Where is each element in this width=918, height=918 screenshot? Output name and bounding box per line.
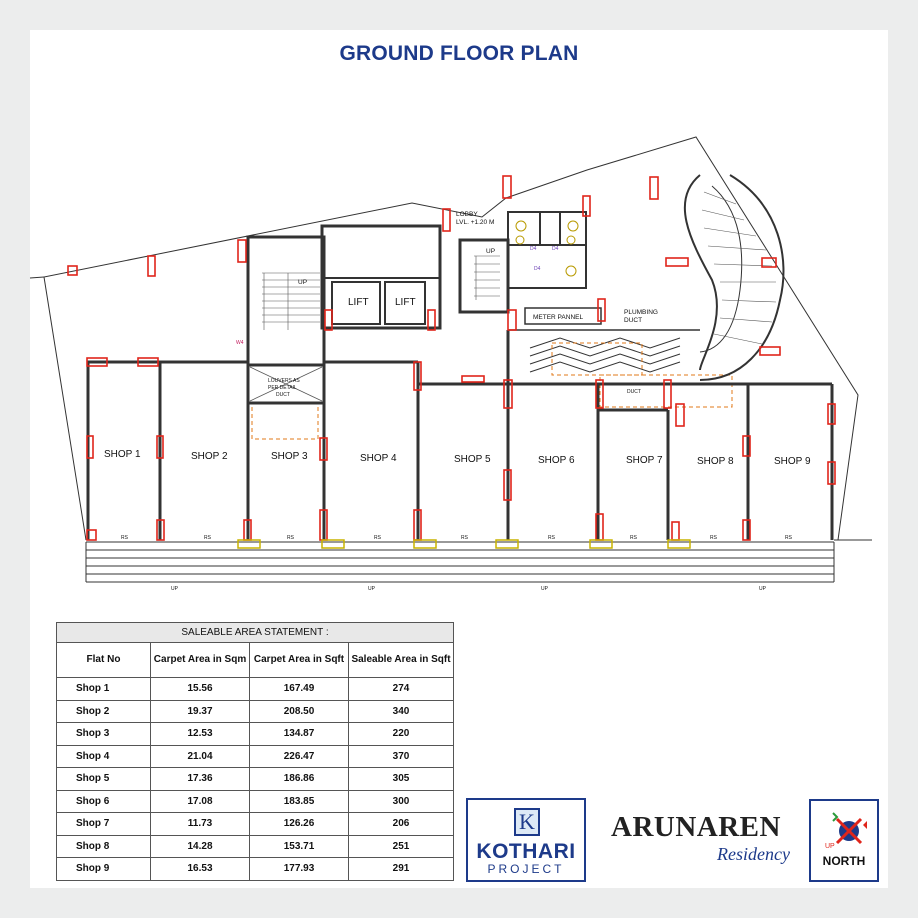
table-row <box>57 723 454 746</box>
front-steps <box>86 540 872 582</box>
cell-saleable-sqft: 340 <box>349 700 454 723</box>
spiral-ramp <box>685 175 784 380</box>
table-caption: SALEABLE AREA STATEMENT : <box>57 623 454 643</box>
cell-carpet-sqft: 183.85 <box>250 790 349 813</box>
louver-label-3: DUCT <box>276 392 290 398</box>
kothari-name: KOTHARI <box>476 840 576 863</box>
cell-carpet-sqft: 186.86 <box>250 768 349 791</box>
cell-saleable-sqft: 291 <box>349 858 454 881</box>
plumbing-label: PLUMBING <box>624 309 658 316</box>
shop-label-3: SHOP 3 <box>271 451 308 462</box>
cell-carpet-sqft: 208.50 <box>250 700 349 723</box>
table-row <box>57 790 454 813</box>
page-title: GROUND FLOOR PLAN <box>339 42 579 65</box>
shop-label-8: SHOP 8 <box>697 456 734 467</box>
steps-up-label-2: UP <box>368 586 375 592</box>
table-row <box>57 858 454 881</box>
lift-label-2: LIFT <box>395 297 416 308</box>
north-label: NORTH <box>822 854 866 868</box>
cell-saleable-sqft: 274 <box>349 678 454 701</box>
shop-label-1: SHOP 1 <box>104 449 141 460</box>
header-carpet-sqm: Carpet Area in Sqm <box>151 643 250 678</box>
rs-label-5: RS <box>461 535 468 541</box>
door-tag-d4-a: D4 <box>530 246 537 252</box>
stair-up-label: UP <box>298 279 308 286</box>
brand-name: ARUNAREN <box>611 811 781 843</box>
table-row <box>57 813 454 836</box>
cell-saleable-sqft: 300 <box>349 790 454 813</box>
rs-label-9: RS <box>785 535 792 541</box>
door-tag-d4-c: D4 <box>534 266 541 272</box>
toilet-fixtures <box>516 221 578 276</box>
cell-flat-no: Shop 5 <box>57 768 151 791</box>
cell-saleable-sqft: 305 <box>349 768 454 791</box>
window-tag-w4: W4 <box>236 340 244 346</box>
cell-carpet-sqm: 11.73 <box>151 813 250 836</box>
lift-label-1: LIFT <box>348 297 369 308</box>
louver-label-1: LOUVERS AS <box>268 378 300 384</box>
cell-carpet-sqft: 167.49 <box>250 678 349 701</box>
table-row <box>57 745 454 768</box>
rs-label-2: RS <box>204 535 211 541</box>
rs-label-1: RS <box>121 535 128 541</box>
meter-panel-label: METER PANNEL <box>533 314 584 321</box>
steps-up-label-4: UP <box>759 586 766 592</box>
kothari-project: PROJECT <box>487 862 565 876</box>
lobby-label: LOBBY <box>456 211 478 218</box>
rs-label-8: RS <box>710 535 717 541</box>
steps-up-label-3: UP <box>541 586 548 592</box>
brand-tagline: Residency <box>717 844 790 864</box>
shop-label-6: SHOP 6 <box>538 455 575 466</box>
arunaren-brand <box>596 810 796 864</box>
table-row <box>57 768 454 791</box>
shop-walls <box>88 330 832 540</box>
north-indicator <box>809 799 879 882</box>
shop-label-4: SHOP 4 <box>360 453 397 464</box>
header-carpet-sqft: Carpet Area in Sqft <box>250 643 349 678</box>
steps-up-label-1: UP <box>171 586 178 592</box>
cell-flat-no: Shop 9 <box>57 858 151 881</box>
core-walls <box>248 226 508 365</box>
cell-carpet-sqm: 21.04 <box>151 745 250 768</box>
cell-carpet-sqft: 134.87 <box>250 723 349 746</box>
door-tag-d4-b: D4 <box>552 246 559 252</box>
table-row <box>57 700 454 723</box>
lobby-area <box>508 212 586 288</box>
cell-flat-no: Shop 2 <box>57 700 151 723</box>
lobby-level-label: LVL. +1.20 M <box>456 219 495 226</box>
cell-flat-no: Shop 3 <box>57 723 151 746</box>
cell-carpet-sqm: 19.37 <box>151 700 250 723</box>
cell-carpet-sqm: 17.36 <box>151 768 250 791</box>
cell-flat-no: Shop 4 <box>57 745 151 768</box>
cell-saleable-sqft: 220 <box>349 723 454 746</box>
cell-flat-no: Shop 8 <box>57 835 151 858</box>
cell-carpet-sqft: 153.71 <box>250 835 349 858</box>
cell-carpet-sqm: 16.53 <box>151 858 250 881</box>
shop-label-7: SHOP 7 <box>626 455 663 466</box>
shop-label-2: SHOP 2 <box>191 451 228 462</box>
cell-flat-no: Shop 1 <box>57 678 151 701</box>
spiral-treads <box>702 192 776 344</box>
lift-shafts <box>322 278 440 324</box>
table-row <box>57 678 454 701</box>
cell-carpet-sqm: 14.28 <box>151 835 250 858</box>
shop-label-5: SHOP 5 <box>454 454 491 465</box>
header-flat-no: Flat No <box>57 643 151 678</box>
table-row <box>57 835 454 858</box>
stair-up-label-right: UP <box>486 248 496 255</box>
site-boundary <box>30 137 858 540</box>
cell-saleable-sqft: 251 <box>349 835 454 858</box>
cell-carpet-sqft: 226.47 <box>250 745 349 768</box>
rs-label-7: RS <box>630 535 637 541</box>
kothari-logo <box>466 798 586 882</box>
cell-saleable-sqft: 370 <box>349 745 454 768</box>
cell-flat-no: Shop 7 <box>57 813 151 836</box>
duct-label: DUCT <box>627 389 641 395</box>
plumbing-duct-label: DUCT <box>624 317 643 324</box>
cell-saleable-sqft: 206 <box>349 813 454 836</box>
louver-label-2: PER DETAIL <box>268 385 297 391</box>
cell-carpet-sqm: 12.53 <box>151 723 250 746</box>
header-saleable-sqft: Saleable Area in Sqft <box>349 643 454 678</box>
compass-up-label: UP <box>825 843 835 850</box>
saleable-area-table <box>56 622 454 881</box>
cell-carpet-sqft: 177.93 <box>250 858 349 881</box>
cell-carpet-sqft: 126.26 <box>250 813 349 836</box>
step-columns <box>238 540 690 548</box>
rs-label-6: RS <box>548 535 555 541</box>
rs-label-4: RS <box>374 535 381 541</box>
cell-flat-no: Shop 6 <box>57 790 151 813</box>
rs-label-3: RS <box>287 535 294 541</box>
cell-carpet-sqm: 15.56 <box>151 678 250 701</box>
shop-label-9: SHOP 9 <box>774 456 811 467</box>
compass-icon <box>811 803 877 859</box>
cell-carpet-sqm: 17.08 <box>151 790 250 813</box>
kothari-k-mark: K <box>514 808 540 836</box>
